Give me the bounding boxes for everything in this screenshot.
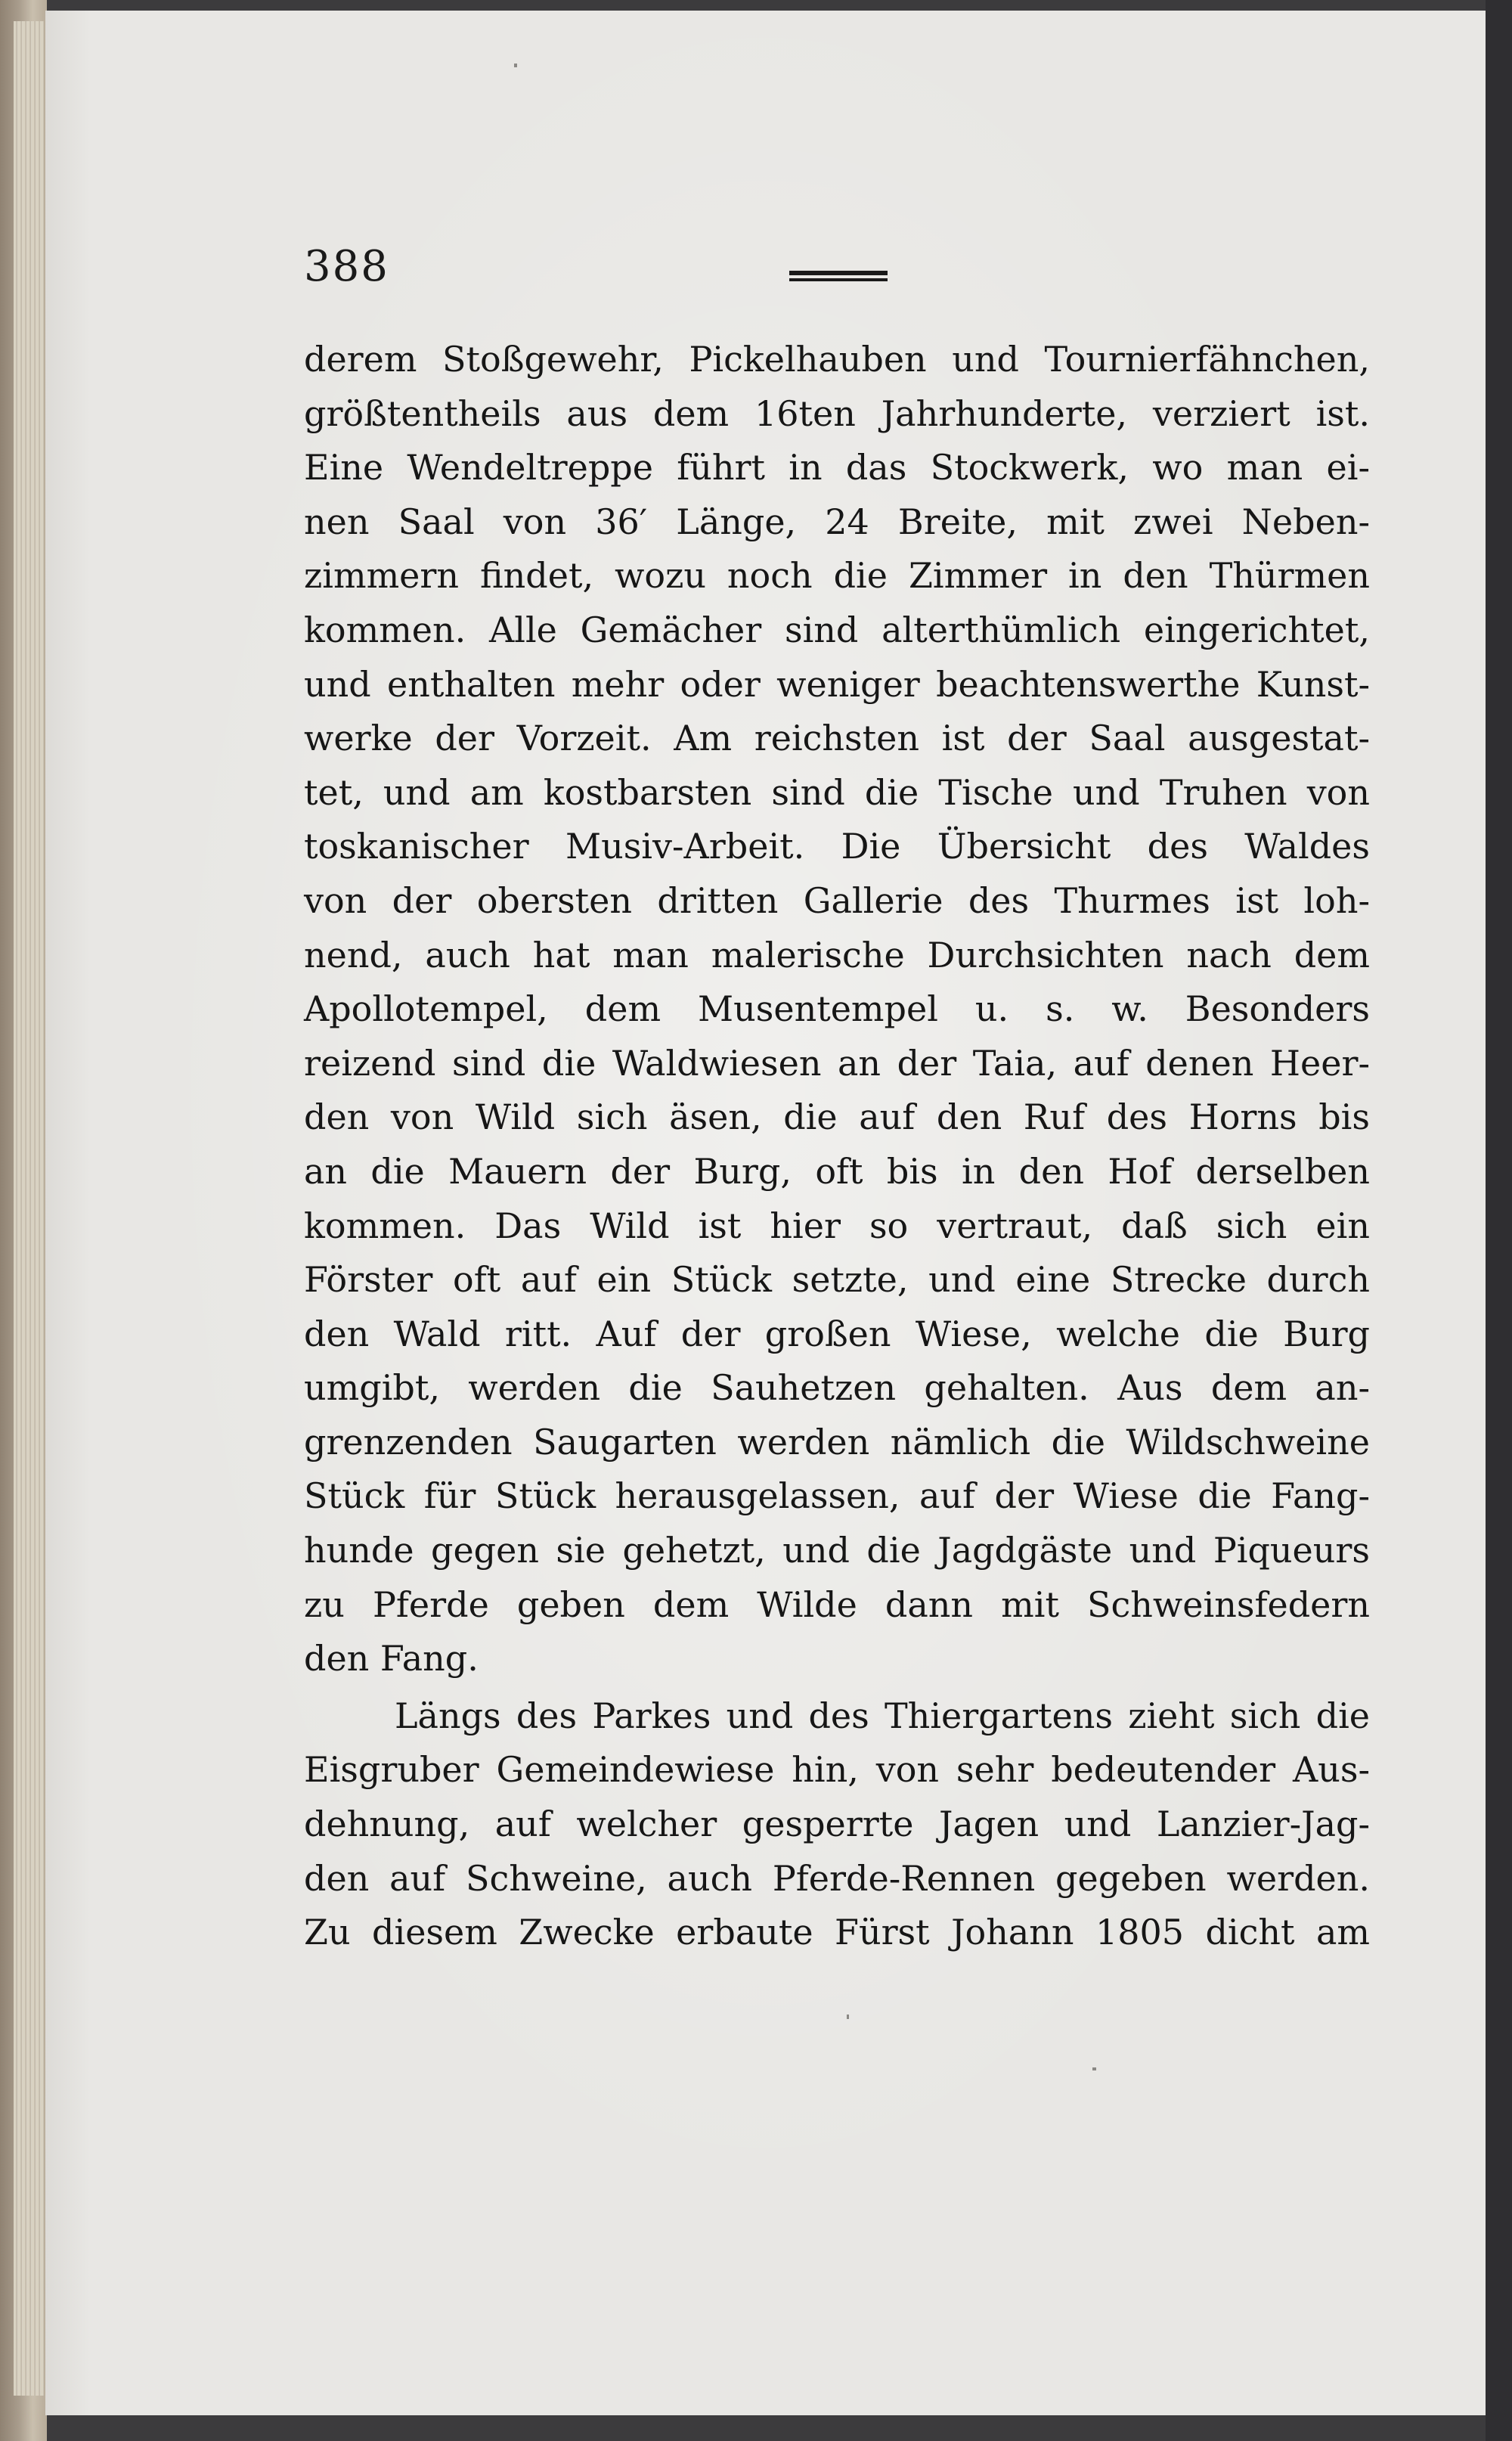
- text-line: umgibt, werden die Sauhetzen gehalten. Aus dem an-: [304, 1367, 1370, 1409]
- text-line: hunde gegen sie gehetzt, und die Jagdgäste und Piqueurs: [304, 1530, 1370, 1571]
- text-line: den Fang.: [304, 1638, 479, 1680]
- text-line: tet, und am kostbarsten sind die Tische und Truhen von: [304, 771, 1370, 813]
- text-line: den auf Schweine, auch Pferde-Rennen gegeben werden.: [304, 1857, 1370, 1899]
- running-header: [304, 242, 1370, 302]
- text-line: Eisgruber Gemeindewiese hin, von sehr bedeutender Aus-: [304, 1749, 1370, 1791]
- header-rule: [789, 271, 888, 281]
- text-line: dehnung, auf welcher gesperrte Jagen und Lanzier-Jag-: [304, 1804, 1370, 1845]
- text-line: von der obersten dritten Gallerie des Thurmes ist loh-: [304, 879, 1370, 921]
- text-line: den Wald ritt. Auf der großen Wiese, welche die Burg: [304, 1313, 1370, 1354]
- text-line: zimmern findet, wozu noch die Zimmer in den Thürmen: [304, 555, 1370, 597]
- scanner-background: [1486, 0, 1512, 2441]
- text-line: grenzenden Saugarten werden nämlich die Wildschweine: [304, 1421, 1370, 1462]
- paper-speck: [514, 64, 517, 67]
- text-line: Längs des Parkes und des Thiergartens zieht sich die: [395, 1695, 1370, 1736]
- text-line: derem Stoßgewehr, Pickelhauben und Tournierfähnchen,: [304, 339, 1370, 380]
- text-line: Stück für Stück herausgelassen, auf der Wiese die Fang-: [304, 1475, 1370, 1517]
- page-number: 388: [304, 242, 389, 291]
- text-line: Zu diesem Zwecke erbaute Fürst Johann 1805 dicht am: [304, 1912, 1370, 1953]
- text-line: an die Mauern der Burg, oft bis in den Hof derselben: [304, 1150, 1370, 1192]
- text-line: kommen. Das Wild ist hier so vertraut, daß sich ein: [304, 1205, 1370, 1246]
- text-line: kommen. Alle Gemächer sind alterthümlich eingerichtet,: [304, 609, 1370, 650]
- paper-speck: [847, 2015, 849, 2019]
- text-line: Förster oft auf ein Stück setzte, und eine Strecke durch: [304, 1259, 1370, 1301]
- text-line: Eine Wendeltreppe führt in das Stockwerk, wo man ei-: [304, 447, 1370, 489]
- paragraph-1: [304, 333, 1370, 1686]
- text-line: werke der Vorzeit. Am reichsten ist der Saal ausgestat-: [304, 718, 1370, 759]
- text-line: den von Wild sich äsen, die auf den Ruf des Horns bis: [304, 1096, 1370, 1138]
- text-line: toskanischer Musiv-Arbeit. Die Übersicht des Waldes: [304, 826, 1370, 867]
- text-line: nend, auch hat man malerische Durchsichten nach dem: [304, 934, 1370, 975]
- paragraph-2: [304, 1689, 1370, 1960]
- text-line: größtentheils aus dem 16ten Jahrhunderte, verziert ist.: [304, 392, 1370, 434]
- text-line: zu Pferde geben dem Wilde dann mit Schweinsfedern: [304, 1583, 1370, 1625]
- text-line: reizend sind die Waldwiesen an der Taia, auf denen Heer-: [304, 1042, 1370, 1084]
- body-text: [304, 333, 1370, 1960]
- page-stack-edge: [14, 21, 44, 2396]
- paper-speck: [1092, 2067, 1096, 2070]
- text-line: Apollotempel, dem Musentempel u. s. w. Besonders: [304, 988, 1370, 1030]
- text-line: und enthalten mehr oder weniger beachtenswerthe Kunst-: [304, 663, 1370, 705]
- text-line: nen Saal von 36′ Länge, 24 Breite, mit zwei Neben-: [304, 501, 1370, 542]
